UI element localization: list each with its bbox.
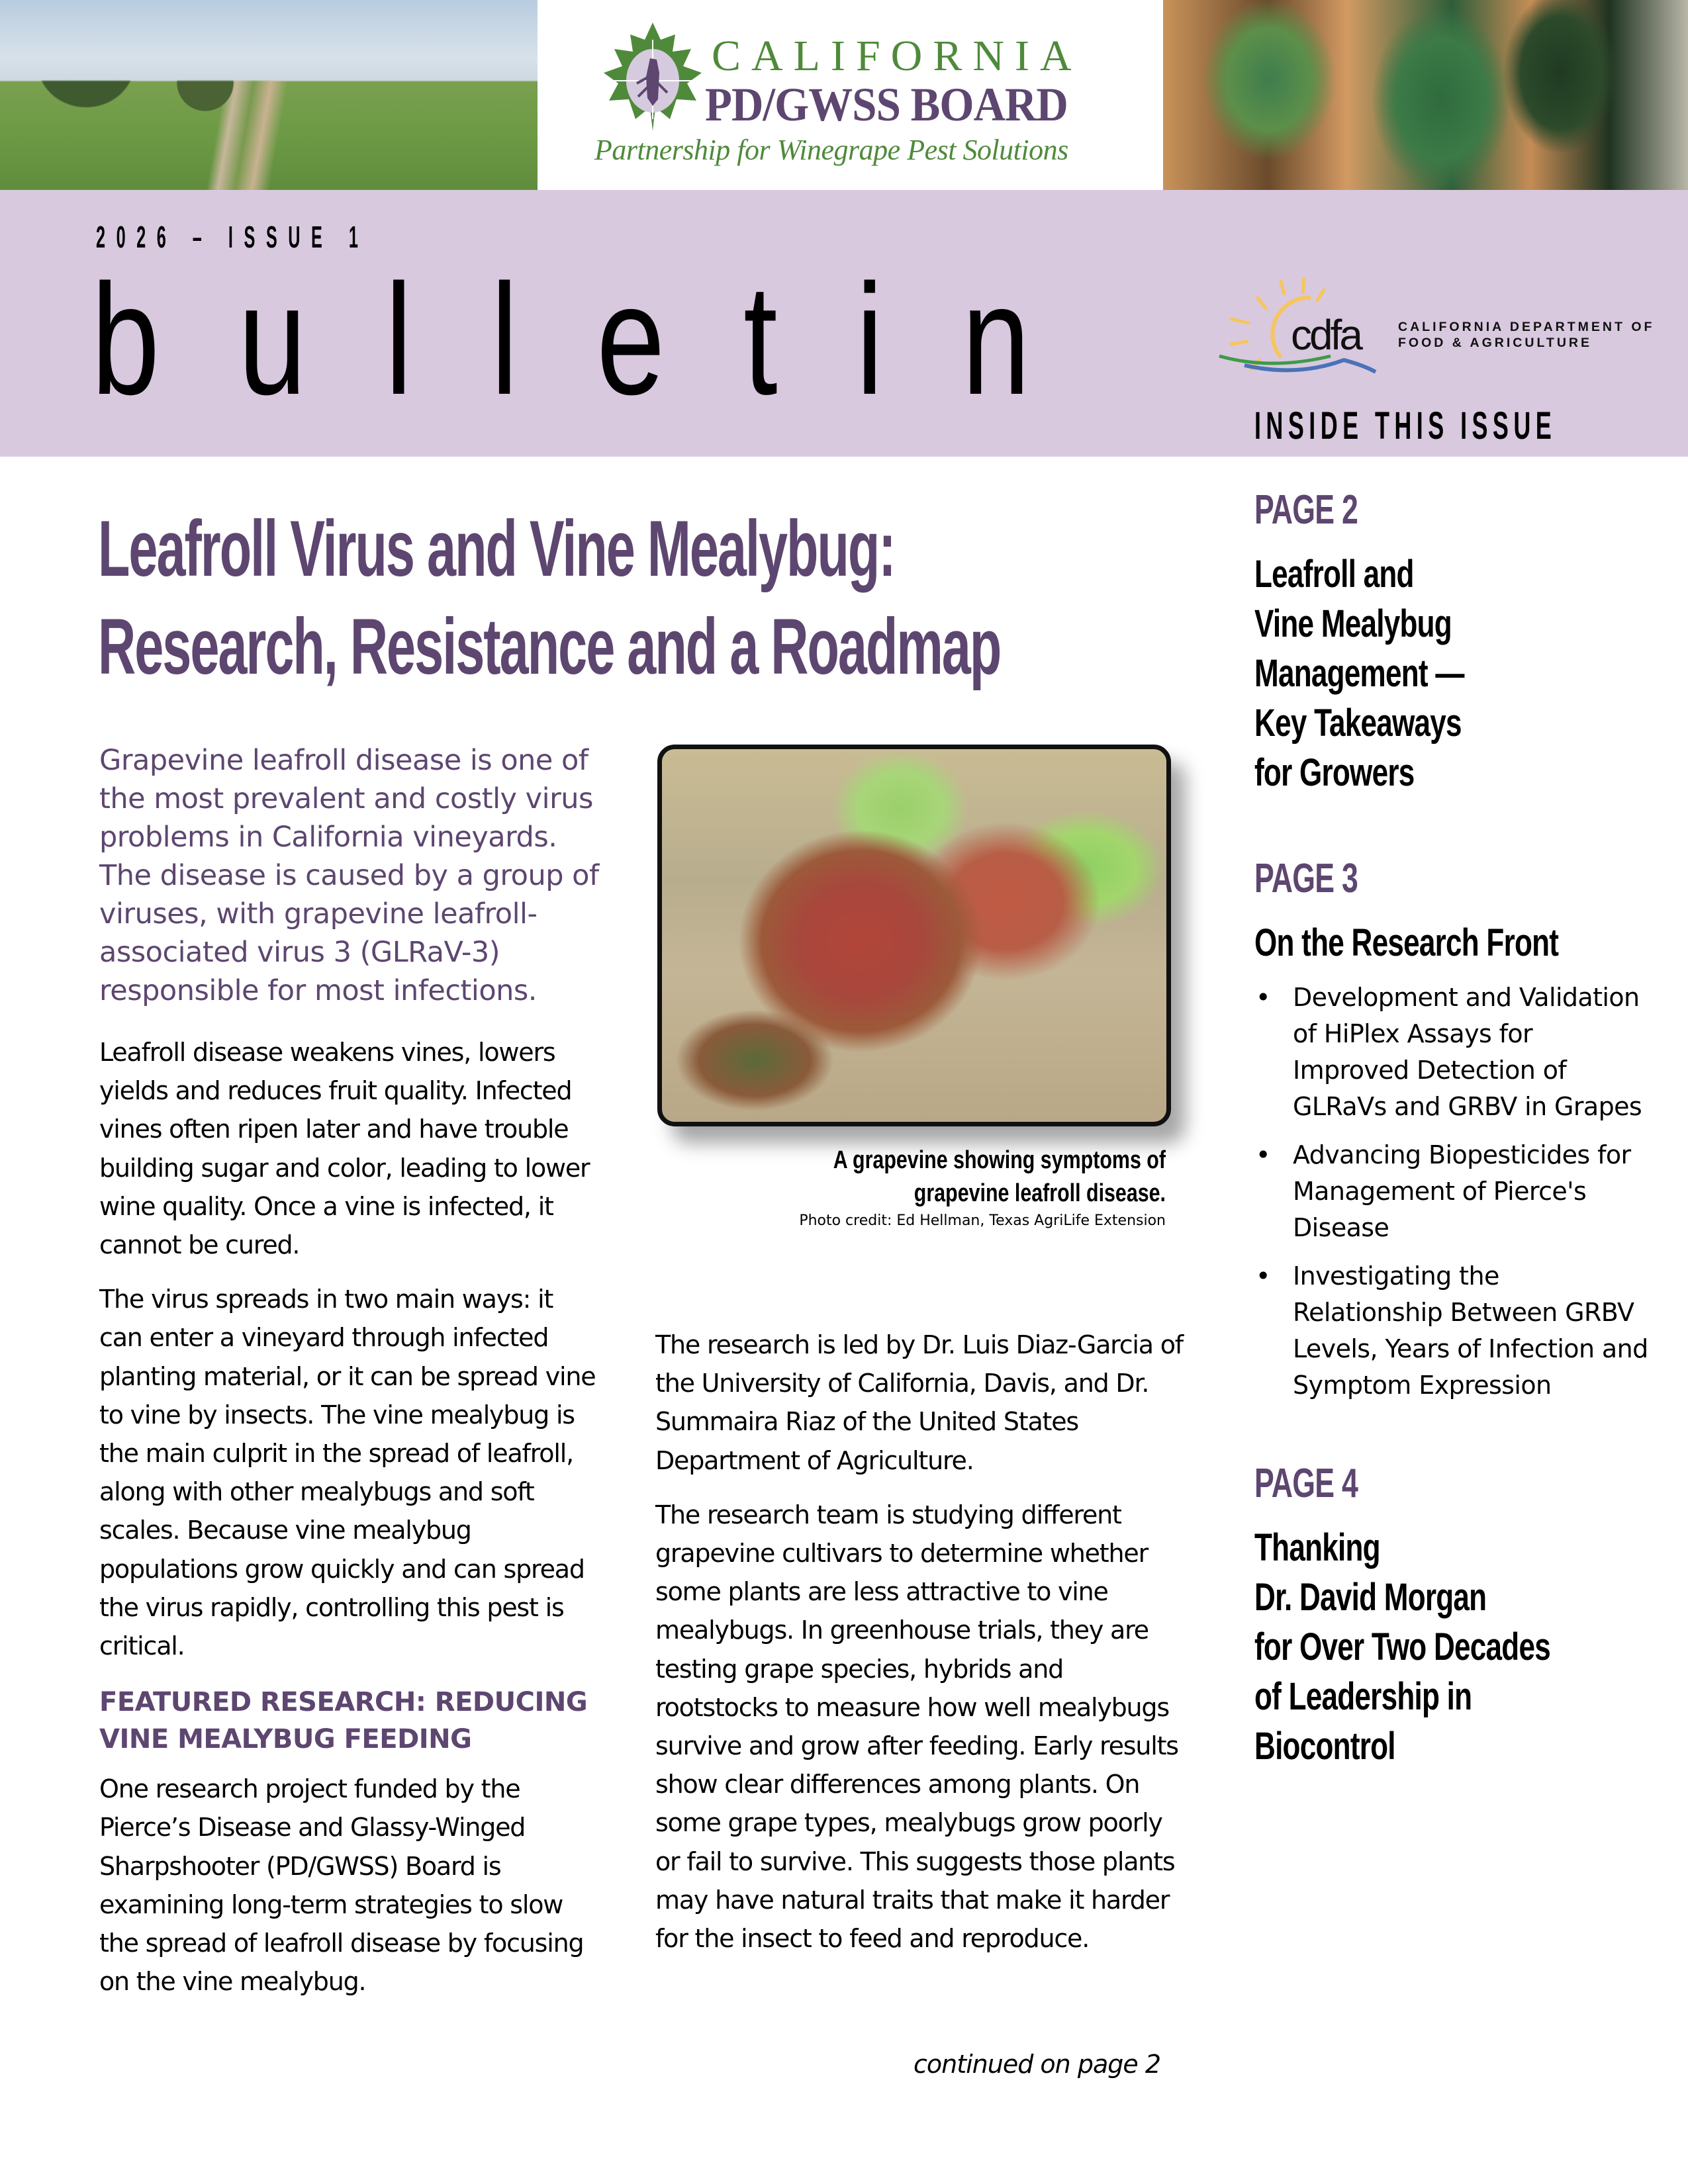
diseased-leaf-photo xyxy=(1163,0,1688,190)
page-label: PAGE 2 xyxy=(1254,487,1358,533)
article-column-1 xyxy=(99,741,602,2017)
title-line: Biocontrol xyxy=(1254,1725,1395,1768)
body-paragraph: The research team is studying different grapevine cultivars to determine whether some plants are less attractive to vine mealybugs. In greenhouse trials, they are testing grape species, hybrids and rootstocks to measure how well mealybugs survive and grow after feeding. Early results show clear differences among plants. On some grape types, mealybugs grow poorly or fail to survive. This suggests those plants may have natural traits that make it harder for the insect to feed and reproduce. xyxy=(655,1500,1178,1954)
cdfa-name xyxy=(1398,320,1654,351)
logo-board-text: PD/GWSS BOARD xyxy=(705,78,1068,131)
list-item-text: Development and Validation of HiPlex Assays for Improved Detection of GLRaVs and GRBV in Grapes xyxy=(1293,983,1642,1121)
page-label: PAGE 3 xyxy=(1254,856,1358,901)
cdfa-name-line1: CALIFORNIA DEPARTMENT OF xyxy=(1398,320,1655,334)
list-item-text: Investigating the Relationship Between GRBV Levels, Years of Infection and Symptom Expression xyxy=(1293,1261,1648,1400)
headline-line-1: Leafroll Virus and Vine Mealybug: xyxy=(98,504,895,593)
title-line: of Leadership in xyxy=(1254,1675,1472,1718)
sidebar-section-page-4[interactable] xyxy=(1254,1463,1652,1771)
list-item xyxy=(1254,1137,1652,1246)
publication-title: bulletin xyxy=(91,252,1109,428)
title-line: for Over Two Decades xyxy=(1254,1625,1550,1668)
featured-research-subhead: FEATURED RESEARCH: REDUCING VINE MEALYBUG FEEDING xyxy=(99,1687,588,1755)
grape-leaf-sharpshooter-logo-icon xyxy=(596,20,710,134)
title-line: Vine Mealybug xyxy=(1254,602,1452,645)
bullet-icon: • xyxy=(1256,983,1270,1012)
list-item-text: Advancing Biopesticides for Management of Pierce's Disease xyxy=(1293,1140,1631,1242)
logo-california-text: CALIFORNIA xyxy=(712,32,1082,80)
figure-caption-block xyxy=(657,1144,1166,1231)
title-line: Key Takeaways xyxy=(1254,702,1462,745)
research-topics-list xyxy=(1254,979,1652,1404)
list-item xyxy=(1254,1258,1652,1404)
masthead-top-strip xyxy=(0,0,1688,190)
logo-tagline: Partnership for Winegrape Pest Solutions xyxy=(594,134,1068,166)
intro-paragraph: Grapevine leafroll disease is one of the most prevalent and costly virus problems in California vineyards. The disease is caused by a group of viruses, with grapevine leafroll-associated virus 3 (GLRaV-3) responsible for most infections. xyxy=(99,744,599,1007)
body-paragraph: One research project funded by the Pierce’s Disease and Glassy-Winged Sharpshooter (PD/GWSS) Board is examining long-term strategies to slow the spread of leafroll disease by focusing on the vine mealybug. xyxy=(99,1774,584,1997)
cdfa-sun-logo-icon xyxy=(1218,278,1377,384)
section-title xyxy=(1254,549,1556,797)
inside-this-issue-sidebar xyxy=(1254,487,1652,1771)
photo-credit: Photo credit: Ed Hellman, Texas AgriLife Extension xyxy=(799,1212,1166,1229)
section-title xyxy=(1254,1523,1556,1771)
body-paragraph: The research is led by Dr. Luis Diaz-Garcia of the University of California, Davis, and Dr. Summaira Riaz of the United States Department of Agriculture. xyxy=(655,1330,1183,1475)
section-title: On the Research Front xyxy=(1254,921,1559,964)
svg-text:cdfa: cdfa xyxy=(1291,311,1360,359)
inside-this-issue-heading: INSIDE THIS ISSUE xyxy=(1254,404,1557,447)
body-paragraph: The virus spreads in two main ways: it can enter a vineyard through infected planting material, or it can be spread vine to vine by insects. The vine mealybug is the main culprit in the spread of leafroll, along with other mealybugs and soft scales. Because vine mealybug populations grow quickly and can spread the virus rapidly, controlling this pest is critical. xyxy=(99,1285,596,1661)
continued-on-page-link[interactable]: continued on page 2 xyxy=(914,2050,1161,2079)
title-line: Thanking xyxy=(1254,1526,1380,1569)
sidebar-section-page-3[interactable] xyxy=(1254,858,1652,1404)
figure-caption: A grapevine showing symptoms of grapevine leafroll disease. xyxy=(833,1146,1166,1207)
bullet-icon: • xyxy=(1256,1261,1270,1291)
title-line: Leafroll and xyxy=(1254,553,1414,596)
title-line: Management — xyxy=(1254,652,1464,695)
body-paragraph: Leafroll disease weakens vines, lowers yields and reduces fruit quality. Infected vines often ripen later and have trouble building sugar and color, leading to lower wine quality. Once a vine is infected, it cannot be cured. xyxy=(99,1038,590,1260)
vineyard-photo xyxy=(0,0,538,190)
leafroll-grapevine-photo xyxy=(657,745,1171,1126)
issue-label: 2026 – ISSUE 1 xyxy=(96,220,369,254)
title-line: for Growers xyxy=(1254,751,1415,794)
bullet-icon: • xyxy=(1256,1140,1270,1169)
title-line: Dr. David Morgan xyxy=(1254,1576,1487,1619)
cdfa-name-line2: FOOD & AGRICULTURE xyxy=(1398,335,1592,350)
page-label: PAGE 4 xyxy=(1254,1461,1358,1506)
article-column-2 xyxy=(655,1326,1185,1974)
sidebar-section-page-2[interactable] xyxy=(1254,487,1652,797)
headline-line-2: Research, Resistance and a Roadmap xyxy=(98,602,1001,691)
article-headline xyxy=(98,500,1001,696)
list-item xyxy=(1254,979,1652,1125)
